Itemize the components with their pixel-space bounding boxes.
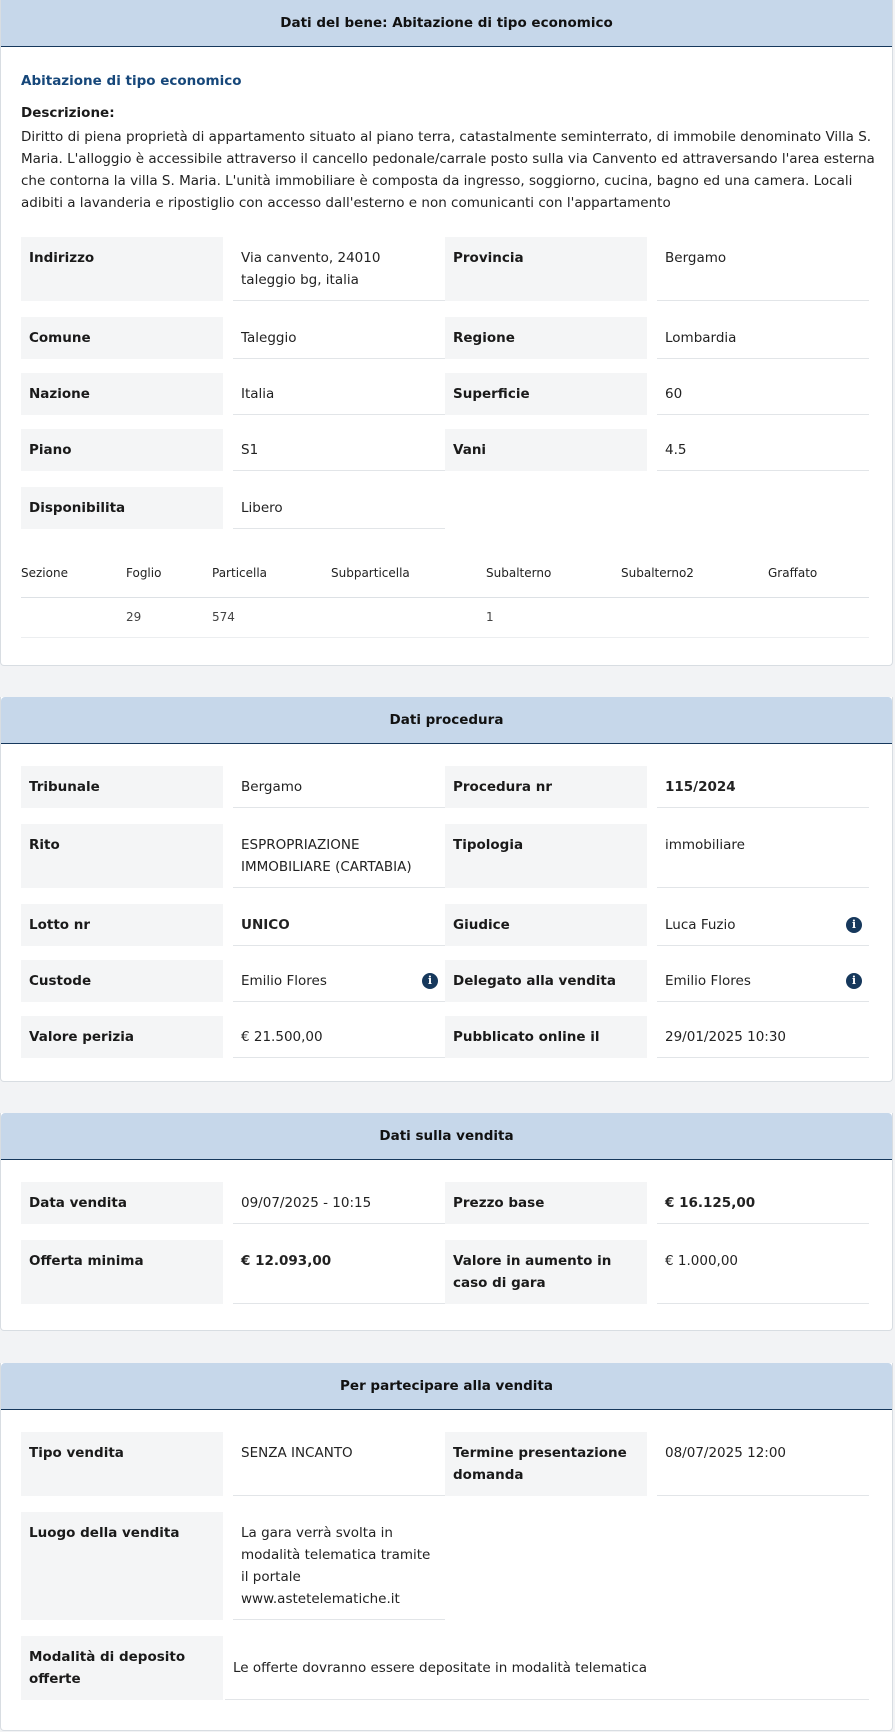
label-superficie: Superficie	[445, 373, 647, 415]
value-lotto-nr: UNICO	[233, 904, 445, 946]
value-piano: S1	[233, 429, 445, 471]
catasto-header-sezione: Sezione	[21, 566, 68, 580]
value-delegato: Emilio Flores	[657, 960, 869, 1002]
value-regione: Lombardia	[657, 317, 869, 359]
label-tribunale: Tribunale	[21, 766, 223, 808]
card-dati-procedura	[0, 697, 893, 1082]
label-pubblicato: Pubblicato online il	[445, 1016, 647, 1058]
card-header-partecipa: Per partecipare alla vendita	[1, 1363, 892, 1410]
label-tipologia: Tipologia	[445, 824, 647, 888]
catasto-divider-bottom	[21, 637, 869, 638]
card-dati-vendita	[0, 1113, 893, 1331]
value-data-vendita: 09/07/2025 - 10:15	[233, 1182, 445, 1224]
label-valore-aumento: Valore in aumento in caso di gara	[445, 1240, 647, 1304]
value-vani: 4.5	[657, 429, 869, 471]
property-type-title: Abitazione di tipo economico	[21, 73, 242, 89]
catasto-header-subalterno2: Subalterno2	[621, 566, 694, 580]
value-valore-aumento: € 1.000,00	[657, 1240, 869, 1304]
catasto-cell-particella: 574	[212, 610, 235, 624]
giudice-info-icon[interactable]: i	[846, 917, 862, 933]
description-text: Diritto di piena proprietà di appartamento situato al piano terra, catastalmente seminterrato, di immobile denominato Villa S. Maria. L'alloggio è accessibile attraverso il cancello pedonale/carrale posto sulla via Canvento ed attraversando l'area esterna che contorna la villa S. Maria. L'unità immobiliare è composta da ingresso, soggiorno, cucina, bagno ed una camera. Locali adibiti a lavanderia e ripostiglio con accesso dall'esterno e non comunicanti con l'appartamento	[21, 129, 875, 211]
label-provincia: Provincia	[445, 237, 647, 301]
value-tipo-vendita: SENZA INCANTO	[233, 1432, 445, 1496]
value-disponibilita: Libero	[233, 487, 445, 529]
label-piano: Piano	[21, 429, 223, 471]
catasto-header-foglio: Foglio	[126, 566, 162, 580]
card-header-dati-procedura: Dati procedura	[1, 697, 892, 744]
label-data-vendita: Data vendita	[21, 1182, 223, 1224]
label-luogo-vendita: Luogo della vendita	[21, 1512, 223, 1620]
label-delegato: Delegato alla vendita	[445, 960, 647, 1002]
value-valore-perizia: € 21.500,00	[233, 1016, 445, 1058]
catasto-header-graffato: Graffato	[768, 566, 818, 580]
description-label: Descrizione:	[21, 105, 115, 121]
value-procedura-nr: 115/2024	[657, 766, 869, 808]
label-indirizzo: Indirizzo	[21, 237, 223, 301]
value-giudice: Luca Fuzio	[657, 904, 869, 946]
label-regione: Regione	[445, 317, 647, 359]
label-rito: Rito	[21, 824, 223, 888]
catasto-divider	[21, 597, 869, 598]
value-modalita-deposito: Le offerte dovranno essere depositate in modalità telematica	[225, 1636, 869, 1700]
card-partecipa	[0, 1363, 893, 1731]
value-tipologia: immobiliare	[657, 824, 869, 888]
delegato-info-icon[interactable]: i	[846, 973, 862, 989]
catasto-header-particella: Particella	[212, 566, 268, 580]
value-tribunale: Bergamo	[233, 766, 445, 808]
value-prezzo-base: € 16.125,00	[657, 1182, 869, 1224]
label-prezzo-base: Prezzo base	[445, 1182, 647, 1224]
label-tipo-vendita: Tipo vendita	[21, 1432, 223, 1496]
value-comune: Taleggio	[233, 317, 445, 359]
label-procedura-nr: Procedura nr	[445, 766, 647, 808]
label-giudice: Giudice	[445, 904, 647, 946]
value-luogo-vendita: La gara verrà svolta in modalità telematica tramite il portale www.astetelematiche.it	[233, 1512, 445, 1620]
label-nazione: Nazione	[21, 373, 223, 415]
custode-info-icon[interactable]: i	[422, 973, 438, 989]
value-offerta-minima: € 12.093,00	[233, 1240, 445, 1304]
label-custode: Custode	[21, 960, 223, 1002]
label-vani: Vani	[445, 429, 647, 471]
card-header-dati-vendita: Dati sulla vendita	[1, 1113, 892, 1160]
value-superficie: 60	[657, 373, 869, 415]
card-dati-bene	[0, 0, 893, 666]
catasto-cell-foglio: 29	[126, 610, 142, 624]
catasto-header-subalterno: Subalterno	[486, 566, 552, 580]
label-modalita-deposito: Modalità di deposito offerte	[21, 1636, 223, 1700]
catasto-cell-subalterno: 1	[486, 610, 494, 624]
label-comune: Comune	[21, 317, 223, 359]
label-termine-presentazione: Termine presentazione domanda	[445, 1432, 647, 1496]
value-rito: ESPROPRIAZIONE IMMOBILIARE (CARTABIA)	[233, 824, 445, 888]
value-provincia: Bergamo	[657, 237, 869, 301]
label-lotto-nr: Lotto nr	[21, 904, 223, 946]
label-disponibilita: Disponibilita	[21, 487, 223, 529]
value-indirizzo: Via canvento, 24010 taleggio bg, italia	[233, 237, 445, 301]
label-offerta-minima: Offerta minima	[21, 1240, 223, 1304]
value-custode: Emilio Flores	[233, 960, 445, 1002]
value-nazione: Italia	[233, 373, 445, 415]
value-pubblicato: 29/01/2025 10:30	[657, 1016, 869, 1058]
value-termine-presentazione: 08/07/2025 12:00	[657, 1432, 869, 1496]
catasto-header-subparticella: Subparticella	[331, 566, 410, 580]
card-header-dati-bene: Dati del bene: Abitazione di tipo economico	[1, 0, 892, 47]
label-valore-perizia: Valore perizia	[21, 1016, 223, 1058]
